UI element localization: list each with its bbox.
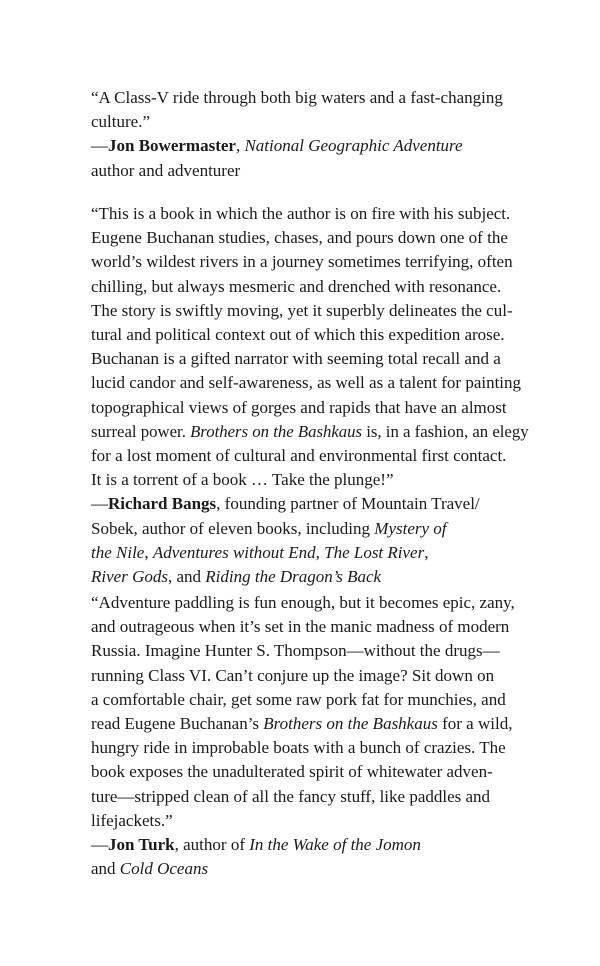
testimonial-bangs [91,202,531,589]
quote-line: Buchanan is a gifted narrator with seeming total recall and a [91,349,501,369]
quote-line: a comfortable chair, get some raw pork fat for munchies, and [91,689,506,709]
book-title: The Lost River [324,542,425,562]
quote-line: and outrageous when it’s set in the manic madness of modern [91,617,510,637]
attribution-line: the Nile, Adventures without End, The Lost River, [91,542,429,562]
quote-line: Eugene Buchanan studies, chases, and pours down one of the [91,228,508,248]
quote-line: tural and political context out of which this expedition arose. [91,325,505,345]
attribution-role: author and adventurer [91,160,241,180]
attribution-name: Jon Bowermaster [108,136,236,156]
quote-line: ture—stripped clean of all the fancy stuff, like paddles and [91,786,491,806]
quote-line: running Class VI. Can’t conjure up the image? Sit down on [91,665,495,685]
attribution-line: River Gods, and Riding the Dragon’s Back [91,567,382,587]
book-title: Mystery of [374,518,447,538]
attribution-line: —Richard Bangs, founding partner of Mountain Travel/ [91,494,480,514]
attribution-line: and Cold Oceans [91,859,209,879]
attribution [91,134,531,182]
quote-line: “Adventure paddling is fun enough, but it becomes epic, zany, [91,593,515,612]
quote-line: “A Class-V ride through both big waters and a fast-changing [91,88,503,107]
attribution [91,492,531,589]
publication-title: National Geographic Adventure [244,136,463,156]
quote-line: lifejackets.” [91,810,173,830]
quote-line: Russia. Imagine Hunter S. Thompson—without the drugs— [91,641,500,661]
quote-line: book exposes the unadulterated spirit of whitewater adven- [91,762,493,782]
book-title: Brothers on the Bashkaus [190,421,363,441]
book-title: River Gods [91,567,168,587]
book-title: In the Wake of the Jomon [249,835,421,855]
book-title: Brothers on the Bashkaus [263,714,438,734]
testimonial-bowermaster [91,86,531,183]
attribution-line: —Jon Turk, author of In the Wake of the Jomon [91,835,421,855]
attribution-line: Sobek, author of eleven books, including Mystery of [91,518,447,538]
attribution [91,833,531,881]
quote-line: The story is swiftly moving, yet it superbly delineates the cul- [91,300,513,320]
quote-line: It is a torrent of a book … Take the plunge!” [91,470,394,490]
quote-line: lucid candor and self-awareness, as well as a talent for painting [91,373,522,393]
book-title: the Nile [91,542,145,562]
book-title: Cold Oceans [119,859,209,879]
quote-line: for a lost moment of cultural and environmental first contact. [91,446,507,466]
quote-line: surreal power. Brothers on the Bashkaus is, in a fashion, an elegy [91,421,529,441]
quote-line: world’s wildest rivers in a journey sometimes terrifying, often [91,252,513,272]
book-title: Adventures without End [152,542,316,562]
quote-line: read Eugene Buchanan’s Brothers on the Bashkaus for a wild, [91,714,513,734]
attribution-name: Richard Bangs [108,494,217,514]
quote-line: culture.” [91,112,150,132]
quote-line: topographical views of gorges and rapids that have an almost [91,397,507,417]
quote-line: “This is a book in which the author is on fire with his subject. [91,204,511,223]
quote-line: hungry ride in improbable boats with a bunch of crazies. The [91,738,506,758]
book-title: Riding the Dragon’s Back [205,567,382,587]
attribution-name: Jon Turk [108,835,175,855]
quote-line: chilling, but always mesmeric and drenched with resonance. [91,276,502,296]
testimonial-turk [91,591,531,881]
attribution-line: —Jon Bowermaster, National Geographic Adventure [91,136,463,156]
